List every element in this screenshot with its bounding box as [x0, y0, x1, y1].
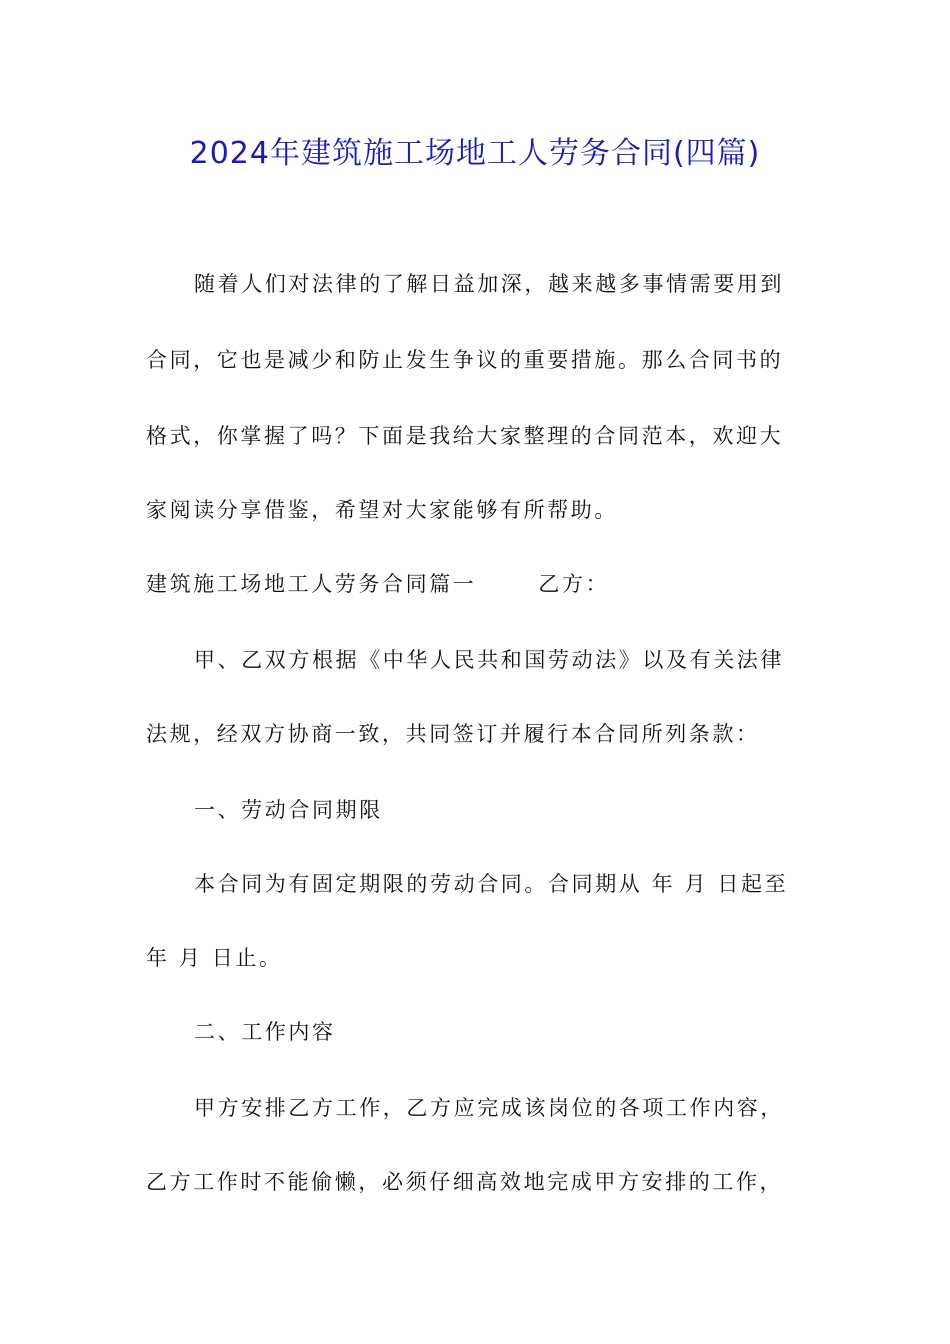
paragraph-line: 合同，它也是减少和防止发生争议的重要措施。那么合同书的: [146, 348, 784, 372]
party-b-label: 乙方：: [538, 572, 610, 596]
paragraph-line: 甲、乙双方根据《中华人民共和国劳动法》以及有关法律: [194, 648, 784, 672]
clause-heading: 二、工作内容: [194, 1020, 336, 1044]
paragraph-line: 年 月 日止。: [146, 946, 283, 970]
paragraph-line: 乙方工作时不能偷懒，必须仔细高效地完成甲方安排的工作，: [146, 1170, 784, 1194]
section-heading-line: [146, 568, 806, 600]
paragraph-line: 本合同为有固定期限的劳动合同。合同期从 年 月 日起至: [194, 872, 789, 896]
paragraph-line: 家阅读分享借鉴，希望对大家能够有所帮助。: [146, 498, 618, 522]
document-title: 2024年建筑施工场地工人劳务合同(四篇): [189, 136, 761, 171]
paragraph-line: 格式，你掌握了吗？下面是我给大家整理的合同范本，欢迎大: [146, 424, 784, 448]
paragraph-line: 甲方安排乙方工作，乙方应完成该岗位的各项工作内容，: [194, 1096, 784, 1120]
paragraph-line: 随着人们对法律的了解日益加深，越来越多事情需要用到: [194, 272, 784, 296]
paragraph-line: 法规，经双方协商一致，共同签订并履行本合同所列条款：: [146, 722, 760, 746]
section-heading: 建筑施工场地工人劳务合同篇一: [146, 572, 477, 596]
clause-heading: 一、劳动合同期限: [194, 798, 383, 822]
